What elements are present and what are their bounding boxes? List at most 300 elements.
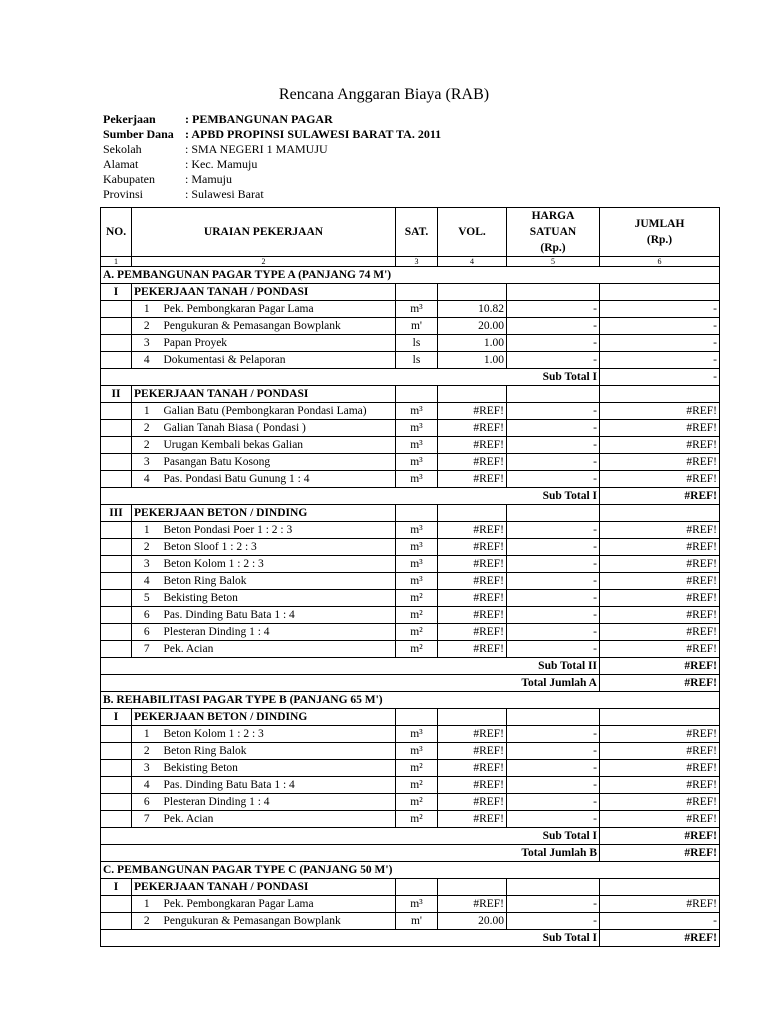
item-row <box>101 556 720 573</box>
info-label: Sumber Dana <box>103 127 174 141</box>
item-unit: m² <box>396 811 438 828</box>
total-label: Total Jumlah A <box>101 675 600 692</box>
item-volume: #REF! <box>438 743 507 760</box>
item-number: 1 <box>132 403 162 420</box>
item-unit-price: - <box>507 420 600 437</box>
item-volume: #REF! <box>438 607 507 624</box>
group-number: I <box>101 879 132 896</box>
item-amount: #REF! <box>600 624 720 641</box>
item-description: Beton Ring Balok <box>162 743 396 760</box>
section-row <box>101 692 720 709</box>
info-value: : Mamuju <box>185 172 232 186</box>
empty-cell <box>507 386 600 403</box>
item-amount: #REF! <box>600 403 720 420</box>
empty-cell <box>600 709 720 726</box>
empty-cell <box>101 811 132 828</box>
item-row <box>101 573 720 590</box>
empty-cell <box>396 386 438 403</box>
item-amount: #REF! <box>600 726 720 743</box>
info-row <box>103 142 441 157</box>
item-row <box>101 335 720 352</box>
section-title: C. PEMBANGUNAN PAGAR TYPE C (PANJANG 50 M') <box>101 862 720 879</box>
info-label: Sekolah <box>103 142 142 156</box>
empty-cell <box>600 386 720 403</box>
item-number: 2 <box>132 437 162 454</box>
item-unit: m³ <box>396 573 438 590</box>
item-number: 2 <box>132 913 162 930</box>
item-description: Plesteran Dinding 1 : 4 <box>162 624 396 641</box>
empty-cell <box>101 556 132 573</box>
header-jumlah <box>600 208 720 257</box>
column-number: 3 <box>396 257 438 267</box>
item-description: Beton Kolom 1 : 2 : 3 <box>162 726 396 743</box>
item-unit: m² <box>396 760 438 777</box>
empty-cell <box>438 709 507 726</box>
item-description: Bekisting Beton <box>162 760 396 777</box>
item-volume: 1.00 <box>438 352 507 369</box>
item-unit-price: - <box>507 556 600 573</box>
rab-table <box>100 207 720 947</box>
item-unit-price: - <box>507 607 600 624</box>
info-value: : APBD PROPINSI SULAWESI BARAT TA. 2011 <box>185 127 442 141</box>
group-row <box>101 879 720 896</box>
item-amount: #REF! <box>600 896 720 913</box>
item-row <box>101 318 720 335</box>
item-unit: m² <box>396 624 438 641</box>
item-number: 5 <box>132 590 162 607</box>
empty-cell <box>507 879 600 896</box>
item-description: Pas. Dinding Batu Bata 1 : 4 <box>162 777 396 794</box>
header-jumlah-line: (Rp.) <box>646 234 673 246</box>
total-amount: #REF! <box>600 828 720 845</box>
item-unit: m³ <box>396 539 438 556</box>
item-unit-price: - <box>507 301 600 318</box>
item-amount: - <box>600 301 720 318</box>
item-volume: #REF! <box>438 420 507 437</box>
item-description: Pas. Pondasi Batu Gunung 1 : 4 <box>162 471 396 488</box>
total-row <box>101 845 720 862</box>
item-unit-price: - <box>507 590 600 607</box>
item-number: 6 <box>132 607 162 624</box>
group-title: PEKERJAAN TANAH / PONDASI <box>132 284 396 301</box>
header-uraian: URAIAN PEKERJAAN <box>132 208 396 257</box>
item-volume: #REF! <box>438 522 507 539</box>
total-amount: #REF! <box>600 658 720 675</box>
item-description: Pek. Pembongkaran Pagar Lama <box>162 896 396 913</box>
item-amount: #REF! <box>600 437 720 454</box>
item-unit-price: - <box>507 896 600 913</box>
empty-cell <box>101 471 132 488</box>
total-row <box>101 369 720 386</box>
item-volume: #REF! <box>438 573 507 590</box>
empty-cell <box>101 743 132 760</box>
item-unit: m³ <box>396 522 438 539</box>
item-unit: m² <box>396 794 438 811</box>
item-unit-price: - <box>507 777 600 794</box>
group-title: PEKERJAAN BETON / DINDING <box>132 709 396 726</box>
item-row <box>101 403 720 420</box>
item-amount: #REF! <box>600 556 720 573</box>
total-amount: #REF! <box>600 488 720 505</box>
item-row <box>101 607 720 624</box>
info-value: : Kec. Mamuju <box>185 157 258 171</box>
group-row <box>101 505 720 522</box>
total-amount: #REF! <box>600 930 720 947</box>
item-unit-price: - <box>507 573 600 590</box>
column-number: 5 <box>507 257 600 267</box>
item-unit-price: - <box>507 471 600 488</box>
item-volume: #REF! <box>438 590 507 607</box>
item-unit-price: - <box>507 539 600 556</box>
info-row <box>103 172 441 187</box>
group-number: II <box>101 386 132 403</box>
total-row <box>101 488 720 505</box>
item-description: Pengukuran & Pemasangan Bowplank <box>162 318 396 335</box>
item-description: Beton Ring Balok <box>162 573 396 590</box>
item-unit-price: - <box>507 318 600 335</box>
item-description: Plesteran Dinding 1 : 4 <box>162 794 396 811</box>
item-description: Pasangan Batu Kosong <box>162 454 396 471</box>
empty-cell <box>507 284 600 301</box>
item-amount: - <box>600 913 720 930</box>
item-number: 3 <box>132 760 162 777</box>
item-row <box>101 794 720 811</box>
group-number: III <box>101 505 132 522</box>
item-amount: #REF! <box>600 420 720 437</box>
group-number: I <box>101 284 132 301</box>
item-unit-price: - <box>507 437 600 454</box>
item-number: 2 <box>132 539 162 556</box>
empty-cell <box>396 284 438 301</box>
item-volume: #REF! <box>438 811 507 828</box>
column-number: 6 <box>600 257 720 267</box>
empty-cell <box>101 607 132 624</box>
item-number: 1 <box>132 896 162 913</box>
group-row <box>101 386 720 403</box>
item-row <box>101 743 720 760</box>
column-number: 1 <box>101 257 132 267</box>
section-row <box>101 267 720 284</box>
total-label: Sub Total I <box>101 369 600 386</box>
section-title: A. PEMBANGUNAN PAGAR TYPE A (PANJANG 74 M') <box>101 267 720 284</box>
item-description: Pek. Acian <box>162 811 396 828</box>
item-unit-price: - <box>507 811 600 828</box>
item-amount: - <box>600 318 720 335</box>
item-number: 1 <box>132 726 162 743</box>
empty-cell <box>101 522 132 539</box>
empty-cell <box>600 505 720 522</box>
empty-cell <box>396 709 438 726</box>
column-number: 2 <box>132 257 396 267</box>
item-description: Papan Proyek <box>162 335 396 352</box>
empty-cell <box>396 879 438 896</box>
empty-cell <box>101 624 132 641</box>
item-volume: 1.00 <box>438 335 507 352</box>
item-unit: m³ <box>396 726 438 743</box>
item-description: Urugan Kembali bekas Galian <box>162 437 396 454</box>
item-number: 2 <box>132 318 162 335</box>
empty-cell <box>101 454 132 471</box>
info-value: : Sulawesi Barat <box>185 187 264 201</box>
item-volume: 20.00 <box>438 913 507 930</box>
item-description: Bekisting Beton <box>162 590 396 607</box>
item-unit-price: - <box>507 726 600 743</box>
item-number: 4 <box>132 573 162 590</box>
item-number: 6 <box>132 624 162 641</box>
item-unit-price: - <box>507 335 600 352</box>
item-unit: m² <box>396 607 438 624</box>
item-row <box>101 352 720 369</box>
total-amount: #REF! <box>600 675 720 692</box>
empty-cell <box>101 573 132 590</box>
item-row <box>101 437 720 454</box>
total-label: Sub Total I <box>101 828 600 845</box>
item-amount: #REF! <box>600 590 720 607</box>
item-amount: #REF! <box>600 760 720 777</box>
total-amount: - <box>600 369 720 386</box>
item-unit: m³ <box>396 896 438 913</box>
info-row <box>103 187 441 202</box>
empty-cell <box>101 794 132 811</box>
empty-cell <box>101 896 132 913</box>
header-vol: VOL. <box>438 208 507 257</box>
item-description: Galian Batu (Pembongkaran Pondasi Lama) <box>162 403 396 420</box>
item-row <box>101 811 720 828</box>
item-row <box>101 539 720 556</box>
item-row <box>101 420 720 437</box>
item-volume: #REF! <box>438 471 507 488</box>
item-unit: m³ <box>396 454 438 471</box>
header-no: NO. <box>101 208 132 257</box>
info-label: Pekerjaan <box>103 112 156 126</box>
item-amount: #REF! <box>600 539 720 556</box>
item-description: Pas. Dinding Batu Bata 1 : 4 <box>162 607 396 624</box>
item-number: 2 <box>132 420 162 437</box>
item-unit: m³ <box>396 743 438 760</box>
info-value: : PEMBANGUNAN PAGAR <box>185 112 333 126</box>
item-volume: #REF! <box>438 896 507 913</box>
empty-cell <box>438 879 507 896</box>
header-jumlah-line: JUMLAH <box>634 218 685 230</box>
item-unit: ls <box>396 352 438 369</box>
item-description: Beton Pondasi Poer 1 : 2 : 3 <box>162 522 396 539</box>
item-volume: #REF! <box>438 624 507 641</box>
info-value: : SMA NEGERI 1 MAMUJU <box>185 142 328 156</box>
item-description: Beton Kolom 1 : 2 : 3 <box>162 556 396 573</box>
empty-cell <box>101 301 132 318</box>
empty-cell <box>600 879 720 896</box>
item-amount: #REF! <box>600 641 720 658</box>
empty-cell <box>101 539 132 556</box>
info-label: Provinsi <box>103 187 144 201</box>
item-amount: #REF! <box>600 454 720 471</box>
project-info <box>103 112 441 202</box>
item-volume: #REF! <box>438 726 507 743</box>
item-row <box>101 301 720 318</box>
item-number: 6 <box>132 794 162 811</box>
empty-cell <box>101 318 132 335</box>
item-number: 2 <box>132 743 162 760</box>
item-amount: - <box>600 352 720 369</box>
item-row <box>101 896 720 913</box>
item-amount: #REF! <box>600 522 720 539</box>
item-unit-price: - <box>507 743 600 760</box>
item-volume: #REF! <box>438 437 507 454</box>
item-number: 4 <box>132 352 162 369</box>
empty-cell <box>101 437 132 454</box>
empty-cell <box>101 726 132 743</box>
item-row <box>101 471 720 488</box>
item-row <box>101 726 720 743</box>
item-amount: #REF! <box>600 573 720 590</box>
item-row <box>101 624 720 641</box>
item-number: 7 <box>132 641 162 658</box>
header-harga-line: SATUAN <box>529 226 577 238</box>
item-amount: - <box>600 335 720 352</box>
item-number: 7 <box>132 811 162 828</box>
item-number: 1 <box>132 301 162 318</box>
info-row <box>103 112 441 127</box>
info-row <box>103 127 441 142</box>
item-unit: m³ <box>396 471 438 488</box>
empty-cell <box>101 760 132 777</box>
empty-cell <box>600 284 720 301</box>
item-unit: m³ <box>396 403 438 420</box>
item-volume: 10.82 <box>438 301 507 318</box>
empty-cell <box>101 590 132 607</box>
empty-cell <box>101 913 132 930</box>
item-unit: m³ <box>396 301 438 318</box>
item-description: Pek. Acian <box>162 641 396 658</box>
item-unit-price: - <box>507 352 600 369</box>
item-volume: #REF! <box>438 454 507 471</box>
empty-cell <box>101 777 132 794</box>
column-number-row <box>101 257 720 267</box>
item-unit-price: - <box>507 760 600 777</box>
item-number: 3 <box>132 556 162 573</box>
item-unit-price: - <box>507 641 600 658</box>
group-title: PEKERJAAN BETON / DINDING <box>132 505 396 522</box>
header-harga <box>507 208 600 257</box>
item-number: 4 <box>132 471 162 488</box>
header-harga-line: (Rp.) <box>540 242 566 254</box>
group-row <box>101 709 720 726</box>
empty-cell <box>438 505 507 522</box>
item-unit: m² <box>396 777 438 794</box>
item-unit-price: - <box>507 403 600 420</box>
item-row <box>101 760 720 777</box>
item-number: 1 <box>132 522 162 539</box>
item-volume: #REF! <box>438 641 507 658</box>
header-sat: SAT. <box>396 208 438 257</box>
empty-cell <box>101 420 132 437</box>
item-unit: m³ <box>396 420 438 437</box>
total-amount: #REF! <box>600 845 720 862</box>
item-description: Pek. Pembongkaran Pagar Lama <box>162 301 396 318</box>
header-harga-line: HARGA <box>531 210 575 222</box>
empty-cell <box>507 709 600 726</box>
item-volume: #REF! <box>438 556 507 573</box>
item-unit: m' <box>396 318 438 335</box>
item-row <box>101 590 720 607</box>
item-description: Dokumentasi & Pelaporan <box>162 352 396 369</box>
header-row <box>101 208 720 257</box>
section-title: B. REHABILITASI PAGAR TYPE B (PANJANG 65 M') <box>101 692 720 709</box>
total-label: Total Jumlah B <box>101 845 600 862</box>
empty-cell <box>438 386 507 403</box>
item-unit-price: - <box>507 624 600 641</box>
item-volume: #REF! <box>438 760 507 777</box>
item-row <box>101 913 720 930</box>
total-row <box>101 658 720 675</box>
empty-cell <box>101 335 132 352</box>
item-amount: #REF! <box>600 794 720 811</box>
item-unit-price: - <box>507 522 600 539</box>
item-amount: #REF! <box>600 811 720 828</box>
item-number: 3 <box>132 335 162 352</box>
item-row <box>101 454 720 471</box>
item-number: 4 <box>132 777 162 794</box>
item-description: Pengukuran & Pemasangan Bowplank <box>162 913 396 930</box>
item-volume: #REF! <box>438 794 507 811</box>
item-unit-price: - <box>507 454 600 471</box>
total-label: Sub Total II <box>101 658 600 675</box>
group-row <box>101 284 720 301</box>
column-number: 4 <box>438 257 507 267</box>
empty-cell <box>101 352 132 369</box>
item-description: Galian Tanah Biasa ( Pondasi ) <box>162 420 396 437</box>
item-unit: m² <box>396 590 438 607</box>
info-label: Alamat <box>103 157 139 171</box>
item-description: Beton Sloof 1 : 2 : 3 <box>162 539 396 556</box>
item-unit: m' <box>396 913 438 930</box>
total-label: Sub Total I <box>101 488 600 505</box>
item-volume: #REF! <box>438 777 507 794</box>
item-unit: ls <box>396 335 438 352</box>
total-label: Sub Total I <box>101 930 600 947</box>
empty-cell <box>438 284 507 301</box>
empty-cell <box>101 403 132 420</box>
empty-cell <box>396 505 438 522</box>
item-volume: #REF! <box>438 539 507 556</box>
item-volume: 20.00 <box>438 318 507 335</box>
item-volume: #REF! <box>438 403 507 420</box>
empty-cell <box>101 641 132 658</box>
item-row <box>101 777 720 794</box>
item-number: 3 <box>132 454 162 471</box>
info-row <box>103 157 441 172</box>
item-row <box>101 522 720 539</box>
group-title: PEKERJAAN TANAH / PONDASI <box>132 879 396 896</box>
item-amount: #REF! <box>600 743 720 760</box>
total-row <box>101 828 720 845</box>
empty-cell <box>507 505 600 522</box>
item-amount: #REF! <box>600 471 720 488</box>
item-unit-price: - <box>507 913 600 930</box>
item-unit: m² <box>396 641 438 658</box>
page-title: Rencana Anggaran Biaya (RAB) <box>278 86 490 103</box>
item-unit-price: - <box>507 794 600 811</box>
group-number: I <box>101 709 132 726</box>
item-unit: m³ <box>396 437 438 454</box>
total-row <box>101 675 720 692</box>
item-unit: m³ <box>396 556 438 573</box>
item-row <box>101 641 720 658</box>
item-amount: #REF! <box>600 777 720 794</box>
info-label: Kabupaten <box>103 172 155 186</box>
item-amount: #REF! <box>600 607 720 624</box>
section-row <box>101 862 720 879</box>
